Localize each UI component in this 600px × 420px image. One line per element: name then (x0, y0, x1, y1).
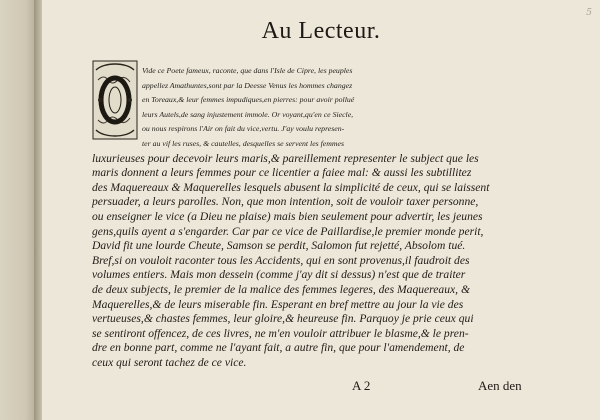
facing-page-edge (0, 0, 36, 420)
page-title: Au Lecteur. (261, 18, 381, 44)
preface-text (92, 64, 542, 370)
catchword: Aen den (478, 378, 522, 393)
text-line: volumes entiers. Mais mon dessein (comme j'ay dit si dessus) n'est que de traiter (92, 268, 466, 282)
text-line: David fit une lourde Cheute, Samson se perdit, Salomon fut rejetté, Absolom tué. (92, 239, 466, 253)
text-line: Bref,si on vouloit raconter tous les Accidents, qui en sont provenus,il faudroit des (92, 253, 470, 267)
text-line: Maquerelles,& de leurs miserable fin. Esperant en bref mettre au jour la vie des (92, 297, 464, 311)
text-line: ter au vif les ruses, & cautelles, desquelles se servent les femmes (142, 138, 345, 148)
text-line: ou nous respirons l'Air on fait du vice,vertu. J'ay voulu represen- (142, 124, 345, 134)
text-line: leurs Autels,de sang injustement immole. Or voyant,qu'en ce Siecle, (142, 109, 354, 119)
text-line: se sentiront offencez, de ces livres, ne m'en vouloir attribuer le blasme,& le pren- (92, 326, 469, 340)
text-line: appellez Amathuntes,sont par la Deesse Venus les hommes changez (142, 80, 353, 90)
text-line: maris donnent a leurs femmes pour ce licentier a faiee mal: & aussi les subtillitez (92, 166, 472, 180)
text-line: de deux subjects, le premier de la malice des femmes legeres, des Maquereaux, & (92, 282, 470, 296)
book-gutter (34, 0, 42, 420)
text-line: dre en bonne part, comme ne l'ayant fait, a autre fin, que pour l'amendement, de (92, 341, 465, 355)
signature-mark: A 2 (352, 378, 371, 393)
text-line: vertueuses,& chastes femmes, leur gloire,& heureuse fin. Parquoy je prie ceux qui (92, 312, 474, 326)
book-page (42, 0, 600, 420)
text-line: Vide ce Poete fameux, raconte, que dans l'Isle de Cipre, les peuples (142, 66, 353, 75)
text-line: des Maquereaux & Maquerelles lesquels abusent la simplicité de ceux, qui se laissent (92, 180, 490, 194)
page-folio-number: 5 (586, 8, 592, 18)
text-line: luxurieuses pour decevoir leurs maris,& pareillement representer le subject que les (92, 151, 479, 165)
text-line: en Toreaux,& leur femmes impudiques,en pierres: pour avoir pollué (142, 95, 355, 105)
text-line: ou enseigner le vice (a Dieu ne plaise) mais bien seulement pour advertir, les jeunes (92, 209, 483, 223)
text-line: ceux qui seront tachez de ce vice. (92, 355, 247, 369)
text-line: gens,quils ayent a s'engarder. Car par ce vice de Paillardise,le premier monde perit, (92, 224, 484, 238)
text-line: persuader, a leurs parolles. Non, que mon intention, soit de vouloir taxer personne, (92, 195, 479, 209)
